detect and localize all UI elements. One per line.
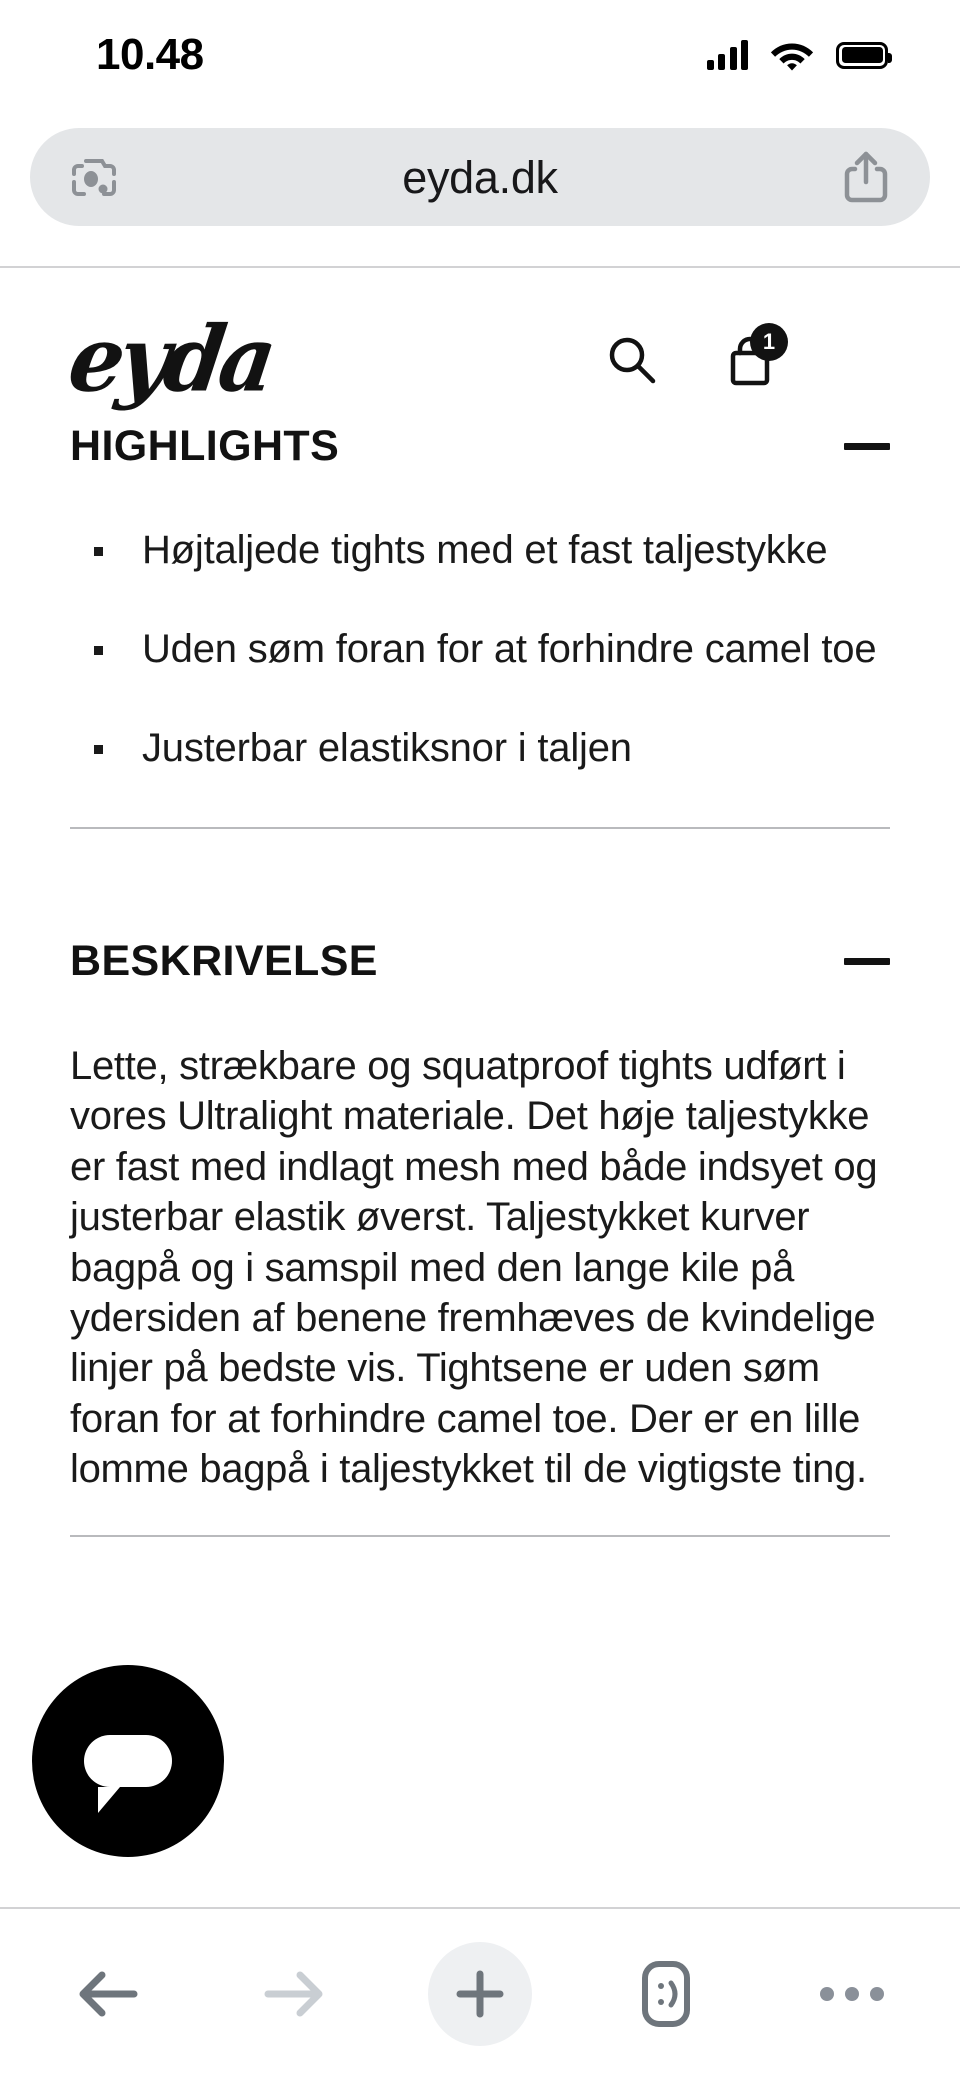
status-time: 10.48 bbox=[96, 30, 204, 79]
status-icons bbox=[707, 39, 889, 71]
cellular-signal-icon bbox=[707, 40, 749, 70]
wifi-icon bbox=[770, 39, 814, 71]
chat-bubble-icon[interactable] bbox=[32, 1665, 224, 1857]
back-arrow-icon[interactable] bbox=[56, 1942, 160, 2046]
list-item: Højtaljede tights med et fast taljestykke bbox=[92, 530, 890, 570]
section-highlights bbox=[0, 410, 960, 768]
cart-count-badge: 1 bbox=[750, 323, 788, 361]
highlights-header[interactable] bbox=[70, 410, 890, 482]
site-header bbox=[0, 268, 960, 413]
tabs-overview-button[interactable] bbox=[614, 1942, 718, 2046]
hamburger-menu-icon[interactable] bbox=[840, 332, 902, 388]
section-divider-bottom bbox=[70, 1535, 890, 1537]
forward-arrow-icon[interactable] bbox=[242, 1942, 346, 2046]
minus-icon[interactable] bbox=[844, 443, 890, 450]
list-item: Justerbar elastiksnor i taljen bbox=[92, 728, 890, 768]
browser-url-region bbox=[0, 110, 960, 266]
shopping-bag-icon[interactable] bbox=[722, 329, 778, 388]
minus-icon[interactable] bbox=[844, 958, 890, 965]
eyda-logo[interactable]: eyda bbox=[62, 306, 279, 413]
beskrivelse-title: BESKRIVELSE bbox=[70, 936, 378, 985]
url-bar[interactable] bbox=[30, 128, 930, 226]
web-page-content bbox=[0, 268, 960, 1907]
header-actions bbox=[604, 329, 902, 388]
more-options-button[interactable] bbox=[800, 1942, 904, 2046]
share-icon[interactable] bbox=[840, 150, 892, 204]
search-icon[interactable] bbox=[604, 332, 660, 388]
list-item: Uden søm foran for at forhindre camel toe bbox=[92, 629, 890, 669]
highlights-title: HIGHLIGHTS bbox=[70, 421, 340, 470]
beskrivelse-body: Lette, strækbare og squatproof tights udført i vores Ultralight materiale. Det høje taljestykke er fast med indlagt mesh med både indsyet og justerbar elastik øverst. Taljestykket kurver bagpå og i samspil med den lange kile på ydersiden af benene fremhæves de kvindelige linjer på bedste vis. Tightsene er uden søm foran for at forhindre camel toe. Der er en lille lomme bagpå i taljestykket til de vigtigste ting. bbox=[70, 1044, 878, 1492]
browser-bottom-toolbar bbox=[0, 1909, 960, 2079]
beskrivelse-header[interactable] bbox=[70, 925, 890, 997]
url-text[interactable]: eyda.dk bbox=[402, 151, 558, 203]
battery-full-icon bbox=[836, 42, 888, 69]
status-bar bbox=[0, 0, 960, 110]
new-tab-button[interactable] bbox=[428, 1942, 532, 2046]
highlights-list bbox=[70, 530, 890, 768]
camera-lens-icon[interactable] bbox=[68, 152, 120, 202]
section-divider bbox=[70, 827, 890, 829]
section-beskrivelse bbox=[0, 925, 960, 1495]
